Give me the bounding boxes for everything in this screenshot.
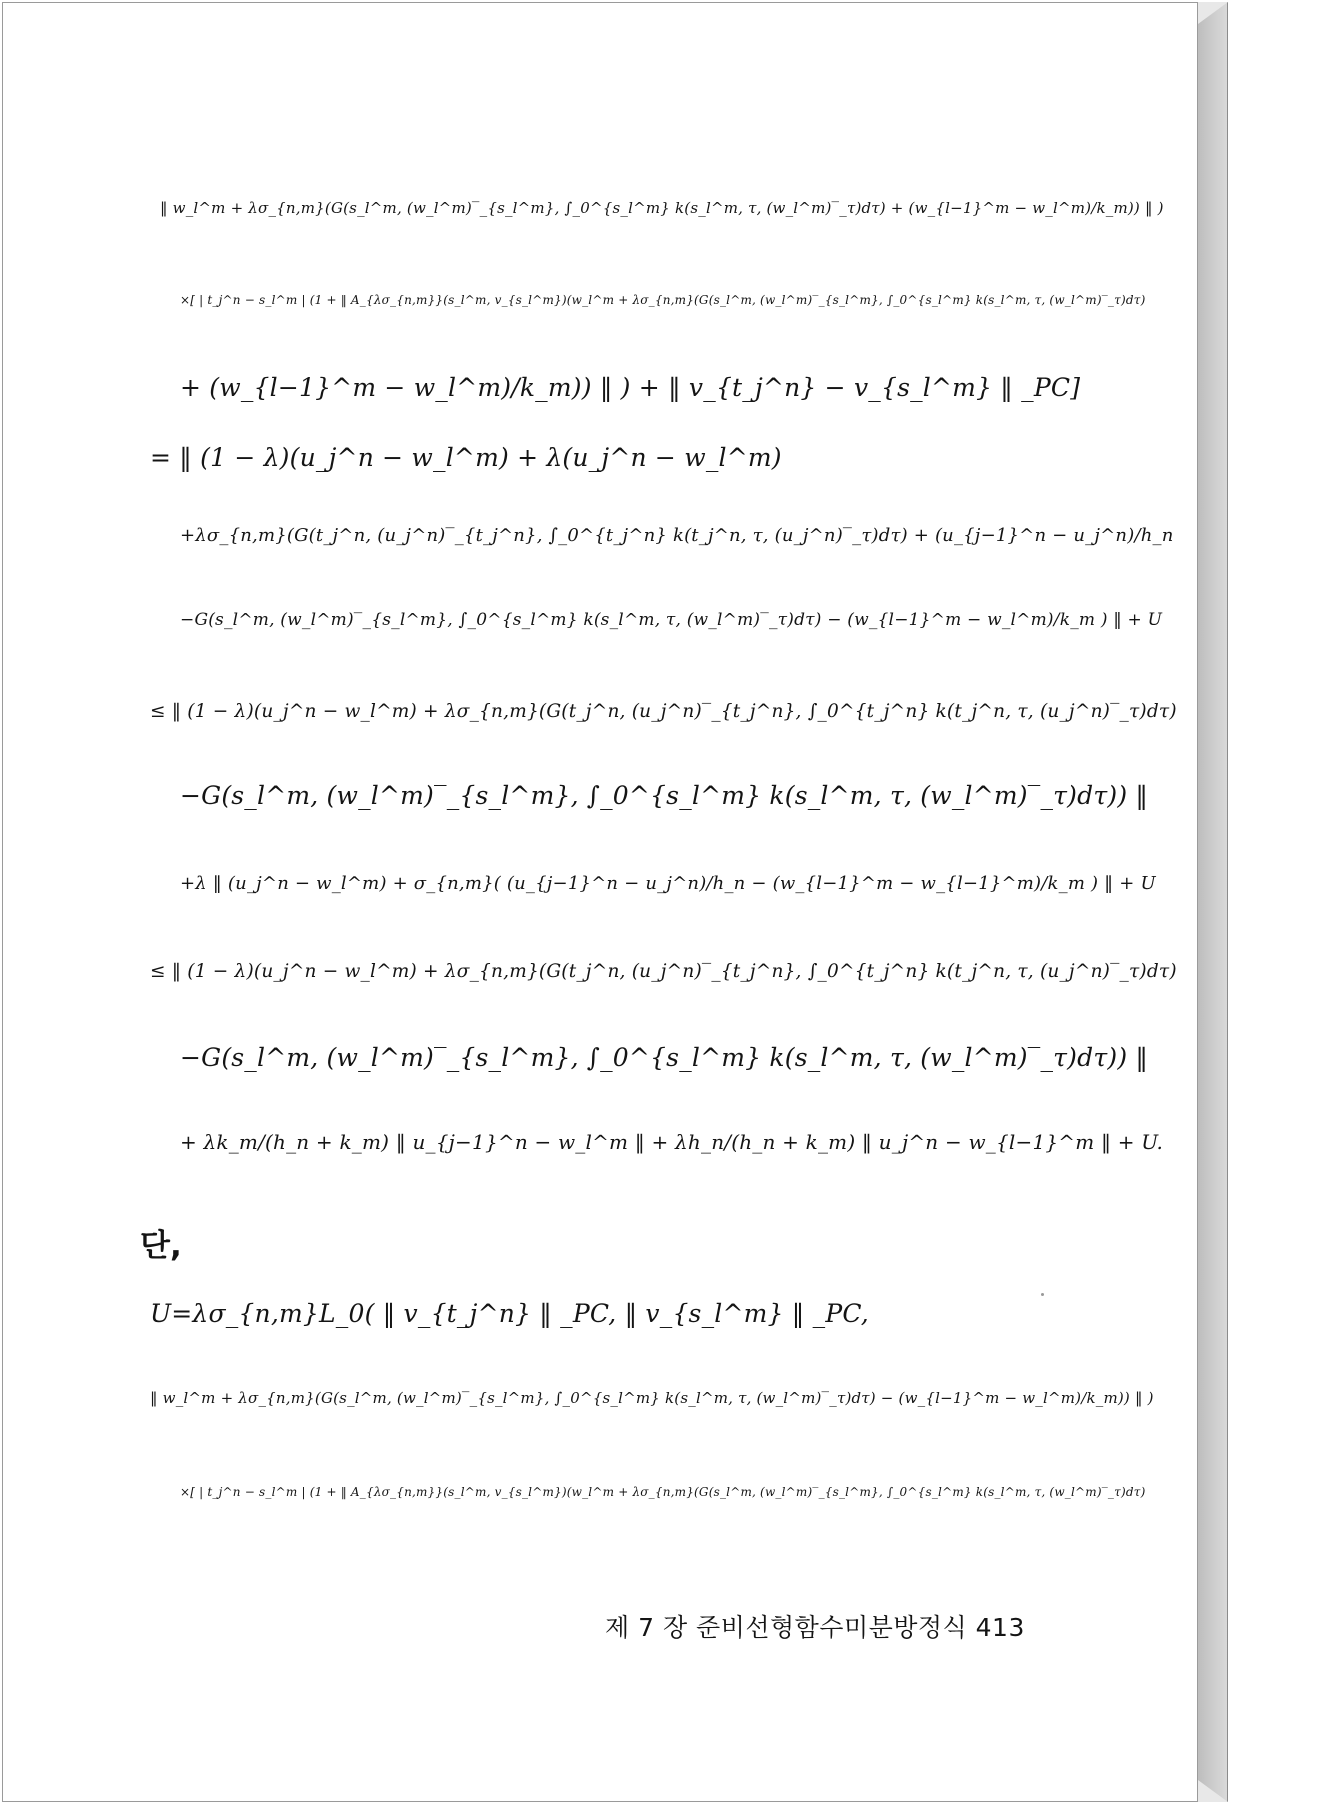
equation-line-11: −G(s_l^m, (w_l^m)‾_{s_l^m}, ∫_0^{s_l^m} k(s_l^m, τ, (w_l^m)‾_τ)dτ)) ‖	[180, 1043, 1149, 1072]
equation-line-1: ‖ w_l^m + λσ_{n,m}(G(s_l^m, (w_l^m)‾_{s_l^m}, ∫_0^{s_l^m} k(s_l^m, τ, (w_l^m)‾_τ)dτ) + (w_{l−1}^m − w_l^m)/k_m)) ‖ )	[160, 199, 1164, 217]
book-page	[2, 2, 1198, 1802]
equation-line-8: −G(s_l^m, (w_l^m)‾_{s_l^m}, ∫_0^{s_l^m} k(s_l^m, τ, (w_l^m)‾_τ)dτ)) ‖	[180, 781, 1149, 810]
equation-line-6: −G(s_l^m, (w_l^m)‾_{s_l^m}, ∫_0^{s_l^m} k(s_l^m, τ, (w_l^m)‾_τ)dτ) − (w_{l−1}^m − w_l^m)/k_m ) ‖ + U	[180, 610, 1163, 630]
dan-label: 단,	[140, 1228, 182, 1264]
equation-line-5: +λσ_{n,m}(G(t_j^n, (u_j^n)‾_{t_j^n}, ∫_0^{t_j^n} k(t_j^n, τ, (u_j^n)‾_τ)dτ) + (u_{j−1}^n − u_j^n)/h_n	[180, 525, 1174, 546]
equation-line-10: ≤ ‖ (1 − λ)(u_j^n − w_l^m) + λσ_{n,m}(G(t_j^n, (u_j^n)‾_{t_j^n}, ∫_0^{t_j^n} k(t_j^n, τ, (u_j^n)‾_τ)dτ)	[150, 961, 1177, 982]
page-edge-shadow	[1198, 2, 1228, 1802]
page-edge-corner-bottom	[1198, 1780, 1228, 1802]
speck	[1041, 1293, 1044, 1296]
equation-line-4: = ‖ (1 − λ)(u_j^n − w_l^m) + λ(u_j^n − w_l^m)	[150, 443, 782, 472]
equation-line-13: U=λσ_{n,m}L_0( ‖ v_{t_j^n} ‖ _PC, ‖ v_{s_l^m} ‖ _PC,	[150, 1299, 869, 1328]
equation-line-12: + λk_m/(h_n + k_m) ‖ u_{j−1}^n − w_l^m ‖ + λh_n/(h_n + k_m) ‖ u_j^n − w_{l−1}^m ‖ + U.	[180, 1130, 1164, 1154]
equation-line-14: ‖ w_l^m + λσ_{n,m}(G(s_l^m, (w_l^m)‾_{s_l^m}, ∫_0^{s_l^m} k(s_l^m, τ, (w_l^m)‾_τ)dτ) − (w_{l−1}^m − w_l^m)/k_m)) ‖ )	[150, 1389, 1154, 1407]
equation-line-15: ×[ | t_j^n − s_l^m | (1 + ‖ A_{λσ_{n,m}}(s_l^m, v_{s_l^m})(w_l^m + λσ_{n,m}(G(s_l^m, (w_l^m)‾_{s_l^m}, ∫_0^{s_l^m} k(s_l^m, τ, (w_l^m)‾_τ)dτ)	[180, 1485, 1146, 1499]
equation-line-9: +λ ‖ (u_j^n − w_l^m) + σ_{n,m}( (u_{j−1}^n − u_j^n)/h_n − (w_{l−1}^m − w_{l−1}^m)/k_m ) ‖ + U	[180, 873, 1156, 894]
equation-line-7: ≤ ‖ (1 − λ)(u_j^n − w_l^m) + λσ_{n,m}(G(t_j^n, (u_j^n)‾_{t_j^n}, ∫_0^{t_j^n} k(t_j^n, τ, (u_j^n)‾_τ)dτ)	[150, 701, 1177, 722]
page-footer: 제 7 장 준비선형함수미분방정식 413	[605, 1613, 1025, 1642]
equation-line-2: ×[ | t_j^n − s_l^m | (1 + ‖ A_{λσ_{n,m}}(s_l^m, v_{s_l^m})(w_l^m + λσ_{n,m}(G(s_l^m, (w_l^m)‾_{s_l^m}, ∫_0^{s_l^m} k(s_l^m, τ, (w_l^m)‾_τ)dτ)	[180, 293, 1146, 307]
page-edge-corner-top	[1198, 2, 1228, 24]
equation-line-3: + (w_{l−1}^m − w_l^m)/k_m)) ‖ ) + ‖ v_{t_j^n} − v_{s_l^m} ‖ _PC]	[180, 373, 1081, 402]
